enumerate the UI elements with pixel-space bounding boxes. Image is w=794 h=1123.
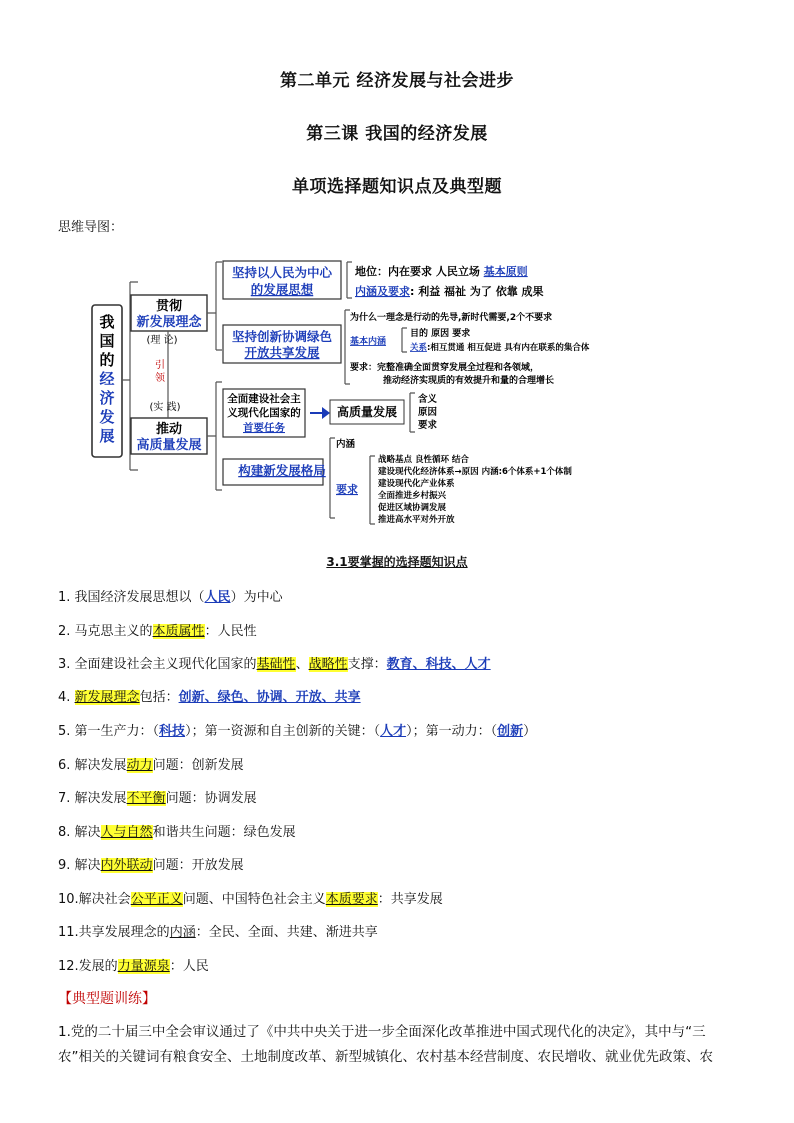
mindmap-label: 思维导图： bbox=[58, 220, 124, 235]
question-line: 农”相关的关键词有粮食安全、土地制度改革、新型城镇化、农村基本经营制度、农民增收、就业优先政策、农 bbox=[58, 1049, 713, 1065]
b3-line2: 义现代化国家的 bbox=[227, 407, 301, 419]
b4c: 全面推进乡村振兴 bbox=[378, 491, 447, 501]
section-title: 3.1要掌握的选择题知识点 bbox=[326, 555, 468, 569]
rel-theory: (理 论) bbox=[146, 335, 178, 346]
rel-practice: (实 践) bbox=[149, 402, 181, 413]
b4c: 推进高水平对外开放 bbox=[378, 515, 455, 525]
svg-text:关系:相互贯通 相互促进 具有内在联系的集合体 bbox=[410, 342, 590, 353]
b1b-link: 内涵及要求 bbox=[355, 285, 410, 298]
n1-line2: 新发展理念 bbox=[136, 315, 202, 330]
root-char: 发 bbox=[99, 408, 115, 426]
question-line: 1.党的二十届三中全会审议通过了《中共中央关于进一步全面深化改革推进中国式现代化的决定》，其中与“三 bbox=[58, 1024, 706, 1040]
rel-lead: 领 bbox=[155, 373, 165, 384]
b2-line2: 开放共享发展 bbox=[244, 345, 320, 360]
b2d-link: 关系 bbox=[410, 343, 428, 353]
list-item: 4. 新发展理念包括：创新、绿色、协调、开放、共享 bbox=[58, 690, 361, 705]
root-char: 经 bbox=[99, 370, 115, 388]
rel-lead: 引 bbox=[155, 360, 165, 371]
b4c: 建设现代化产业体系 bbox=[378, 479, 455, 489]
root-char: 的 bbox=[99, 351, 115, 369]
b2d-text: :相互贯通 相互促进 具有内在联系的集合体 bbox=[427, 343, 590, 353]
b4c: 建设现代化经济体系→原因 内涵:6个体系+1个体制 bbox=[378, 467, 572, 477]
n2-line1: 推动 bbox=[155, 422, 183, 437]
list-item: 5. 第一生产力：（科技）；第一资源和自主创新的关键：（人才）；第一动力：（创新） bbox=[58, 724, 537, 739]
b3b: 要求 bbox=[418, 420, 438, 431]
b3-line1: 全面建设社会主 bbox=[227, 393, 301, 405]
lesson-title: 第三课 我国的经济发展 bbox=[306, 124, 488, 144]
b3b: 含义 bbox=[418, 394, 438, 405]
list-item: 12.发展的力量源泉：人民 bbox=[58, 959, 209, 974]
practice-heading: 【典型题训练】 bbox=[58, 991, 156, 1007]
b2c: 目的 原因 要求 bbox=[410, 329, 471, 339]
b4c: 促进区域协调发展 bbox=[378, 503, 447, 513]
b2b: 基本内涵 bbox=[350, 337, 387, 347]
root-char: 国 bbox=[99, 332, 115, 350]
list-item: 10.解决社会公平正义问题、中国特色社会主义本质要求：共享发展 bbox=[58, 892, 443, 907]
b3a: 高质量发展 bbox=[336, 405, 398, 419]
list-item: 8. 解决人与自然和谐共生问题：绿色发展 bbox=[58, 825, 296, 840]
list-item: 6. 解决发展动力问题：创新发展 bbox=[58, 758, 244, 773]
b2a: 为什么一理念是行动的先导,新时代需要,2个不要求 bbox=[350, 313, 553, 323]
b4-label: 构建新发展格局 bbox=[238, 463, 326, 478]
list-item: 3. 全面建设社会主义现代化国家的基础性、战略性支撑：教育、科技、人才 bbox=[58, 657, 491, 672]
b2f: 推动经济实现质的有效提升和量的合理增长 bbox=[383, 376, 555, 386]
root-char: 我 bbox=[99, 313, 115, 331]
topic-title: 单项选择题知识点及典型题 bbox=[292, 177, 502, 197]
b1b-text: : 利益 福祉 为了 依靠 成果 bbox=[410, 285, 544, 298]
b1-line2: 的发展思想 bbox=[250, 282, 314, 297]
n2-line2: 高质量发展 bbox=[136, 438, 202, 453]
list-item: 11.共享发展理念的内涵：全民、全面、共建、渐进共享 bbox=[58, 925, 378, 940]
b2-line1: 坚持创新协调绿色 bbox=[231, 329, 333, 344]
b4a: 内涵 bbox=[336, 439, 356, 450]
list-item: 9. 解决内外联动问题：开放发展 bbox=[58, 858, 244, 873]
svg-text:地位：内在要求 人民立场 基本原则 bbox=[355, 264, 528, 278]
list-item: 1. 我国经济发展思想以（人民）为中心 bbox=[58, 590, 283, 605]
b4c: 战略基点 良性循环 结合 bbox=[378, 455, 469, 465]
root-char: 济 bbox=[99, 389, 115, 407]
unit-title: 第二单元 经济发展与社会进步 bbox=[280, 71, 514, 91]
svg-text:内涵及要求: 利益 福祉 为了 依靠 成果 bbox=[355, 284, 544, 298]
list-item: 2. 马克思主义的本质属性：人民性 bbox=[58, 624, 257, 639]
list-item: 7. 解决发展不平衡问题：协调发展 bbox=[58, 791, 257, 806]
root-char: 展 bbox=[99, 427, 115, 445]
b1a-link: 基本原则 bbox=[483, 265, 528, 278]
b3-line3: 首要任务 bbox=[243, 422, 285, 434]
b3b: 原因 bbox=[418, 407, 438, 418]
b2e: 要求：完整准确全面贯穿发展全过程和各领域， bbox=[350, 363, 540, 373]
b1a-text: 地位：内在要求 人民立场 bbox=[355, 265, 484, 278]
b1-line1: 坚持以人民为中心 bbox=[231, 265, 333, 280]
n1-line1: 贯彻 bbox=[155, 299, 183, 314]
b4b: 要求 bbox=[336, 483, 358, 496]
